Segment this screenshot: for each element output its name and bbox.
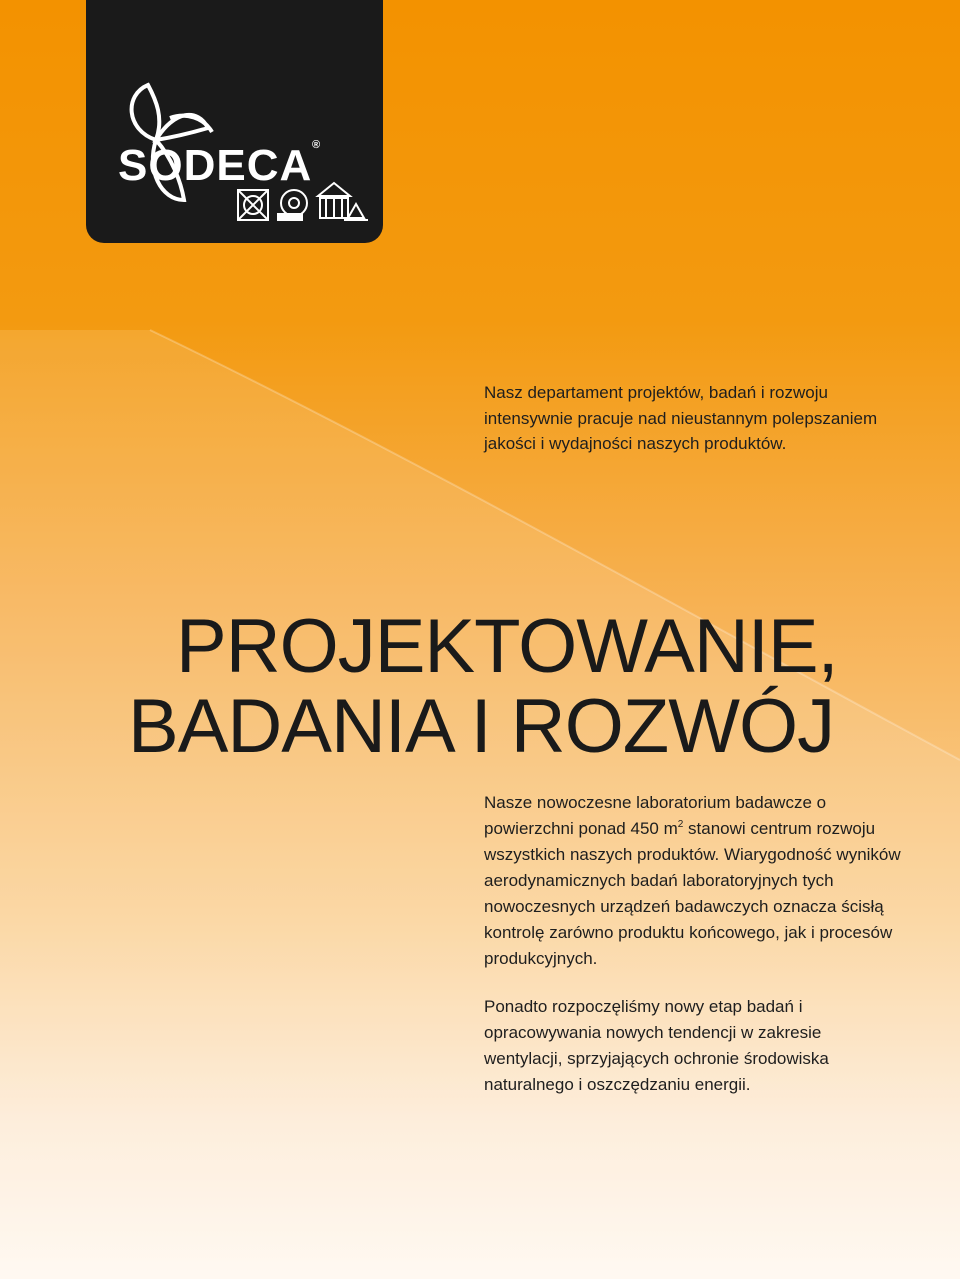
paragraph-laboratory-start: Nasze nowoczesne laboratorium badawcze o powierzchni ponad 450 m [484, 793, 827, 838]
roof-fan-icon [318, 183, 350, 218]
title-line-2: BADANIA I ROZWÓJ [128, 683, 835, 769]
logo-panel [86, 0, 383, 243]
body-text [484, 790, 904, 1120]
paragraph-new-stage: Ponadto rozpoczęliśmy nowy etap badań i opracowywania nowych tendencji w zakresie wentylacji, sprzyjających ochronie środowiska naturalnego i oszczędzaniu energii. [484, 997, 829, 1094]
paragraph-laboratory [484, 790, 904, 972]
intro-paragraph: Nasz departament projektów, badań i rozwoju intensywnie pracuje nad nieustannym polepszaniem jakości i wydajności naszych produktów. [484, 383, 878, 453]
axial-fan-icon [238, 190, 268, 220]
centrifugal-fan-icon [278, 190, 307, 220]
superscript-2: 2 [677, 819, 684, 830]
brand-text: SODECA [118, 141, 313, 190]
paragraph-laboratory-end: stanowi centrum rozwoju wszystkich naszych produktów. Wiarygodność wyników aerodynamicznych badań laboratoryjnych tych nowoczesnych urządzeń badawczych oznacza ścisłą kontrolę zarówno produktu końcowego, jak i procesów produkcyjnych. [484, 819, 901, 968]
page-title [128, 603, 928, 769]
title-line-1: PROJEKTOWANIE, [176, 603, 838, 689]
sodeca-logo [86, 0, 383, 243]
registered-mark: ® [312, 139, 321, 151]
